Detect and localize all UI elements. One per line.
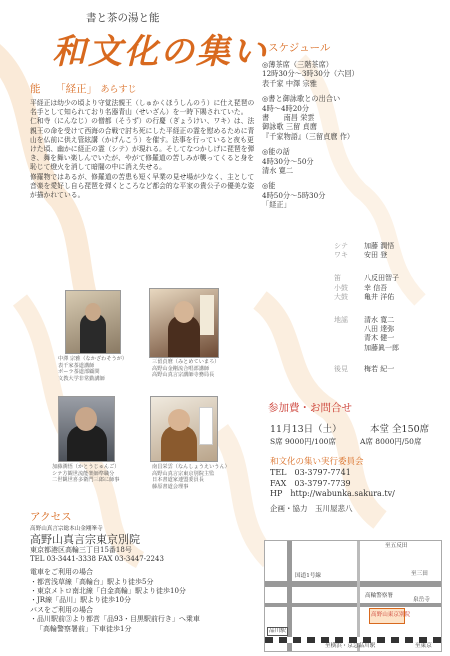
schedule-item-head: ◎能 bbox=[262, 181, 276, 191]
noh-heading-prefix: 能 bbox=[30, 83, 41, 95]
map-label: 至三田 bbox=[411, 571, 428, 577]
header-subtitle: 書と茶の湯と能 bbox=[86, 12, 160, 24]
fee-seat-row bbox=[270, 436, 446, 447]
schedule-item bbox=[262, 147, 442, 175]
cast-role: シテ bbox=[334, 242, 348, 250]
schedule-item-line: 清水 寛二 bbox=[262, 166, 294, 176]
cast-name: 亀井 洋佑 bbox=[364, 292, 395, 301]
address: 東京都港区高輪三丁目15番18号 bbox=[30, 546, 132, 555]
noh-heading bbox=[30, 81, 137, 96]
map-label: 高輪警察署 bbox=[365, 593, 393, 599]
noh-heading-suffix: あらすじ bbox=[100, 85, 137, 95]
cast-row bbox=[334, 251, 444, 260]
access-info bbox=[30, 526, 260, 634]
schedule-item-line: 4時〜4時20分 bbox=[262, 103, 310, 113]
schedule-item-head: ◎能の話 bbox=[262, 147, 290, 157]
map-label: 国道1号線 bbox=[295, 573, 321, 579]
schedule-item-head: ◎薄茶席（三階茶席） bbox=[262, 60, 333, 69]
cast-row bbox=[334, 284, 444, 293]
cast-row bbox=[334, 293, 444, 302]
schedule-item bbox=[262, 181, 442, 209]
event-venue: 本堂 全150席 bbox=[370, 424, 430, 435]
noh-synopsis bbox=[30, 99, 258, 200]
person-desc: 表千家茶道講師 bbox=[58, 362, 95, 369]
schedule-item-line: 書 南昌 栄雲 bbox=[262, 113, 315, 123]
caption-kato bbox=[52, 464, 142, 484]
person-desc: 高野山真言宗講師寺務局長 bbox=[152, 372, 215, 379]
cast-row bbox=[334, 242, 444, 251]
cast-role: 笛 bbox=[334, 274, 341, 283]
person-desc: 藤原書道会理事 bbox=[152, 483, 189, 490]
cast-list bbox=[334, 242, 444, 374]
cast-role: 小鼓 bbox=[334, 283, 348, 292]
caption-nansho bbox=[152, 464, 252, 490]
cast-name: 加藤眞一郎 bbox=[364, 343, 399, 352]
person-desc: 二世観世喜多衛門三郎に師事 bbox=[52, 477, 120, 484]
map-label: 高野山東京別院 bbox=[371, 612, 411, 618]
contact-fax: FAX 03-3797-7739 bbox=[270, 478, 351, 488]
committee-name: 和文化の集い実行委員会 bbox=[270, 457, 364, 467]
person-name: 三留貞麿（みとめていまろ） bbox=[152, 359, 220, 365]
photo-kato bbox=[58, 396, 115, 462]
photo-nakazawa bbox=[65, 290, 121, 354]
train-heading: 電車をご利用の場合 bbox=[30, 568, 93, 577]
access-map bbox=[264, 540, 442, 652]
contact-tel: TEL 03-3797-7741 bbox=[270, 468, 351, 477]
person-name: 加藤潤悟（かとうじゅんご） bbox=[52, 464, 120, 470]
map-label: 品川駅 bbox=[267, 627, 288, 636]
cast-name: 安田 登 bbox=[364, 251, 388, 260]
bus-heading: バスをご利用の場合 bbox=[30, 605, 93, 614]
synopsis-paragraph: 修羅物ではあるが、修羅道の苦患も短く早業の見せ場が少なく、主として音楽を愛好し自ら琵琶を弾くところなど都会的な平家の貴公子の優美な姿が描かれている。 bbox=[30, 172, 255, 200]
schedule-item-line: 表千家 中澤 宗雅 bbox=[262, 78, 317, 88]
contact-hp[interactable]: HP http://wabunka.sakura.tv/ bbox=[270, 489, 395, 498]
seat-a: A席 8000円/50席 bbox=[360, 437, 422, 446]
cast-row bbox=[334, 365, 444, 374]
photo-mitome bbox=[149, 288, 219, 358]
map-label: 至東京 bbox=[415, 643, 432, 649]
schedule-title: スケジュール bbox=[268, 42, 331, 54]
synopsis-paragraph: 平経正は幼少の頃より守覚法親王（しゅかくほうしんのう）に仕え琵琶の名手として知られており名器青山（せいざん）を一時下賜されていた。 bbox=[30, 99, 255, 117]
fee-date-row bbox=[270, 424, 446, 436]
caption-mitome bbox=[152, 359, 252, 379]
cast-name: 幸 信吾 bbox=[364, 283, 388, 292]
schedule-item-line: 12時30分〜3時30分（六回） bbox=[262, 69, 359, 79]
schedule-item-line: 御詠歌 三留 貞麿 bbox=[262, 122, 317, 132]
planning-credit: 企画・協力 玉川屋悲八 bbox=[270, 503, 353, 513]
bus-route: 「高輪警察署前」下車徒歩1分 bbox=[36, 624, 132, 633]
map-label: 至横浜・京急品川駅 bbox=[325, 643, 376, 649]
schedule-item bbox=[262, 94, 442, 141]
schedule-item bbox=[262, 60, 442, 88]
access-title: アクセス bbox=[30, 511, 72, 523]
org-small: 高野山真言宗総本山金剛峯寺 bbox=[30, 526, 103, 532]
cast-name: 清水 寛二 bbox=[364, 316, 395, 325]
schedule-item-line: 『千家物語』（三留貞麿 作） bbox=[262, 131, 355, 141]
schedule-item-line: 4時50分〜5時30分 bbox=[262, 190, 326, 200]
person-desc: 高野山真言宗東京別院主監 bbox=[152, 470, 215, 477]
bus-route: ・品川駅前③より都営「品93・目黒駅前行き」へ乗車 bbox=[30, 615, 200, 624]
caption-nakazawa bbox=[58, 356, 138, 382]
cast-role: 後見 bbox=[334, 364, 348, 373]
person-desc: 高野山金剛流合唱部講師 bbox=[152, 365, 210, 372]
person-desc: 日本書道家連盟委員長 bbox=[152, 477, 204, 484]
cast-role: 大鼓 bbox=[334, 292, 348, 301]
event-date: 11月13日（土） bbox=[270, 424, 342, 435]
train-route: ・都営浅草線「高輪台」駅より徒歩5分 bbox=[30, 577, 154, 586]
header-title: 和文化の集い bbox=[52, 32, 268, 72]
synopsis-paragraph: 仁和寺（にんなじ）の僧都（そうず）の行慶（ぎょうけい、ワキ）は、法親王の命を受けて西海の合戦で討ち死にした平経正の霊を慰めるために青山を仏前に供え管絃講（かげんこう）を催す。法事を行っていると夜も更けた頃、幽かに経正の霊（シテ）が現れる。そしてなつかしげに琵琶を弾き、舞を舞い楽しんでいたが、やがて修羅道の苦しみが襲ってくると身を恥じて燈火を消して暗闇の中に消え失せる。 bbox=[30, 117, 255, 172]
cast-name: 梅若 紀一 bbox=[364, 364, 395, 373]
cast-row bbox=[334, 274, 444, 283]
cast-name: 青木 健一 bbox=[364, 334, 395, 343]
org-name: 高野山真言宗東京別院 bbox=[30, 533, 140, 547]
schedule-item-line: 「経正」 bbox=[262, 200, 291, 210]
cast-name: 八反田智子 bbox=[364, 274, 399, 283]
map-label: 泉岳寺 bbox=[413, 597, 430, 603]
cast-row bbox=[334, 316, 444, 353]
person-desc: シテ方観世流能楽師準職分 bbox=[52, 470, 115, 477]
train-route: ・JR線「品川」駅より徒歩10分 bbox=[30, 596, 131, 605]
fee-info bbox=[270, 424, 446, 514]
cast-role: 地謡 bbox=[334, 316, 348, 325]
train-route: ・東京メトロ南北線「白金高輪」駅より徒歩10分 bbox=[30, 587, 186, 596]
map-road bbox=[357, 541, 360, 651]
map-label: 至五反田 bbox=[385, 543, 408, 549]
person-desc: 文教大学非常勤講師 bbox=[58, 375, 105, 382]
seat-s: S席 9000円/100席 bbox=[270, 437, 336, 446]
cast-role: ワキ bbox=[334, 251, 348, 260]
fee-title: 参加費・お問合せ bbox=[268, 402, 352, 414]
photo-nansho bbox=[150, 396, 218, 462]
noh-heading-title: 「経正」 bbox=[55, 83, 98, 95]
schedule-item-line: 4時30分〜50分 bbox=[262, 156, 314, 166]
access-tel: TEL 03-3441-3338 FAX 03-3447-2243 bbox=[30, 555, 164, 564]
schedule-list bbox=[262, 60, 442, 210]
cast-name: 八田 達弥 bbox=[364, 325, 395, 334]
schedule-item-head: ◎書と御詠歌との出合い bbox=[262, 94, 341, 104]
person-desc: ボーラ茶道部顧問 bbox=[58, 369, 100, 376]
cast-name: 加藤 潤悟 bbox=[364, 242, 395, 250]
person-name: 南昌栄雲（なんしょうえいうん） bbox=[152, 464, 230, 470]
person-name: 中澤 宗雅（なかざわそうが） bbox=[58, 356, 128, 362]
